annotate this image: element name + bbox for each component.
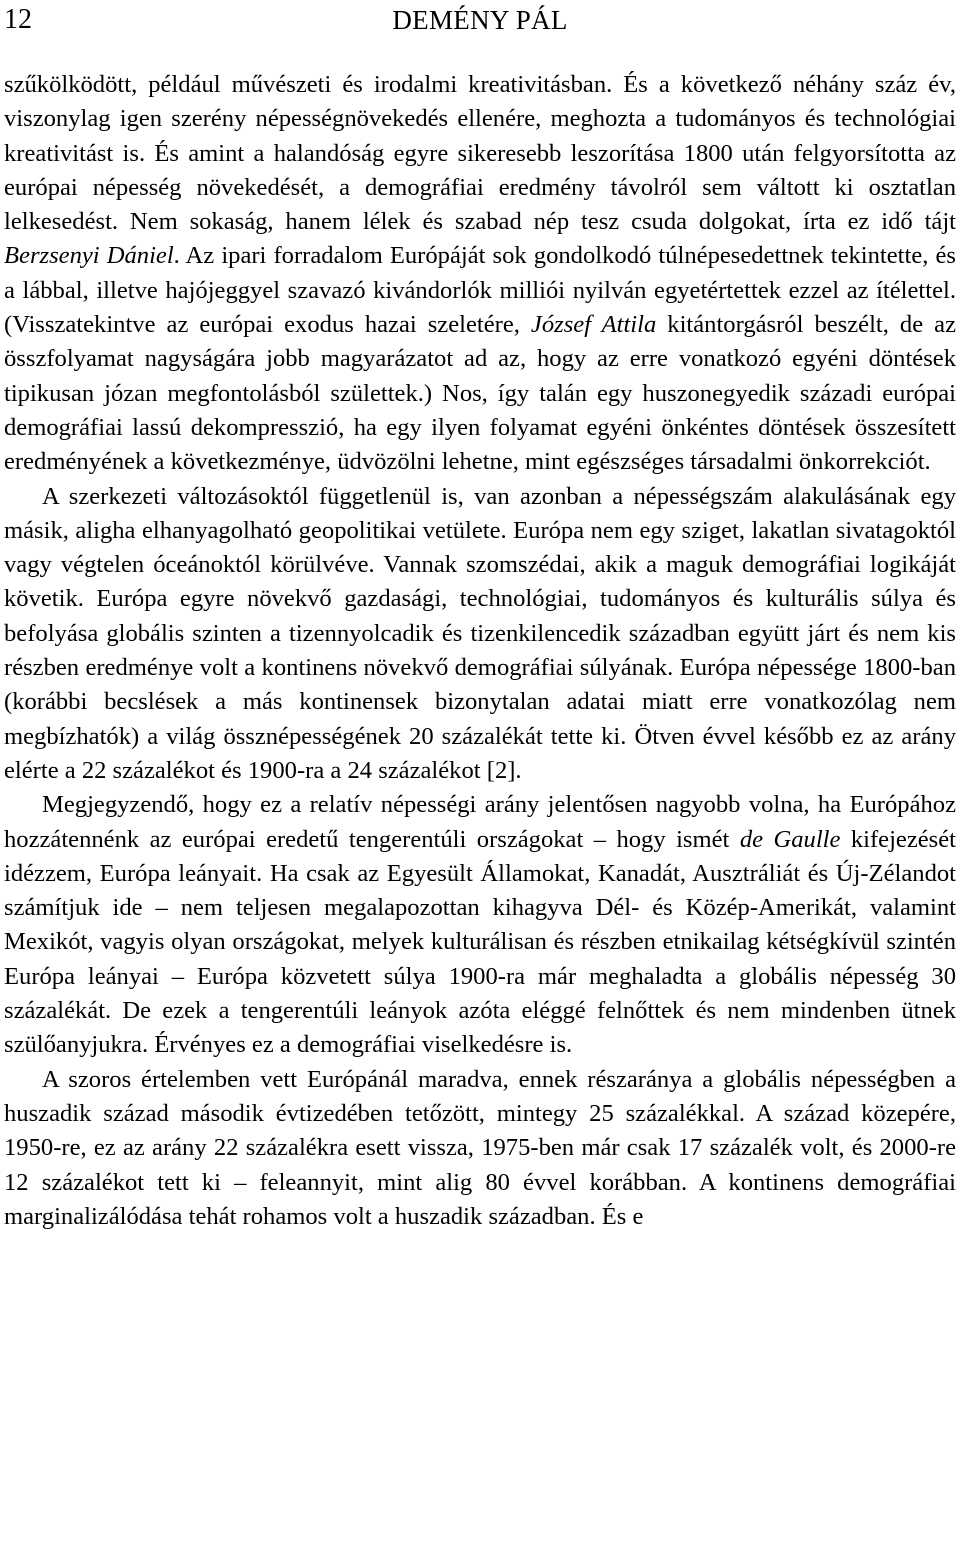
page-header bbox=[0, 0, 960, 44]
paragraph-1-part-c: kitántorgásról beszélt, de az összfolyamat nagyságára jobb magyarázatot ad az, hogy az erre vonatkozó egyéni döntések tipikusan józan megfontolásból születtek.) Nos, így talán egy huszonegyedik századi európai demográfiai lassú dekompresszió, ha egy ilyen folyamat egyéni önkéntes döntések összesített eredményének a következménye, üdvözölni lehetne, mint egészséges társadalmi önkorrekciót. bbox=[4, 311, 956, 476]
person-name-de-gaulle: de Gaulle bbox=[739, 825, 841, 853]
paragraph-2: A szerkezeti változásoktól függetlenül is, van azonban a népességszám alakulásának egy másik, aligha elhanyagolható geopolitikai vetülete. Európa nem egy sziget, lakatlan sivatagoktól vagy végtelen óceánoktól körülvéve. Vannak szomszédai, akik a maguk demográfiai logikáját követik. Európa egyre növekvő gazdasági, technológiai, tudományos és kulturális súlya és befolyása globális szinten a tizennyolcadik és tizenkilencedik században együtt járt és nem kis részben eredménye volt a kontinens növekvő demográfiai súlyának. Európa népessége 1800-ban (korábbi becslések a más kontinensek bizonytalan adatai miatt erre vonatkozólag nem megbízhatók) a világ össznépességének 20 százalékát tette ki. Ötven évvel később ez az arány elérte a 22 százalékot és 1900-ra a 24 százalékot [2]. bbox=[4, 482, 956, 784]
paragraph-3-part-b: kifejezését idézzem, Európa leányait. Ha csak az Egyesült Államokat, Kanadát, Ausztráliát és Új-Zélandot számítjuk ide – nem teljesen megalapozottan kihagyva Dél- és Közép-Amerikát, valamint Mexikót, vagyis olyan országokat, melyek kulturálisan és részben etnikailag kétségkívül szintén Európa leányai – Európa közvetett súlya 1900-ra már meghaladta a globális népesség 30 százalékát. De ezek a tengerentúli leányok azóta eléggé felnőttek és nem mindenben ütnek szülőanyjukra. Érvényes ez a demográfiai viselkedésre is. bbox=[4, 825, 956, 1059]
paragraph-4: A szoros értelemben vett Európánál maradva, ennek részaránya a globális népességben a huszadik század második évtizedében tetőzött, mintegy 25 százalékkal. A század közepére, 1950-re, ez az arány 22 százalékra esett vissza, 1975-ben már csak 17 százalék volt, és 2000-re 12 százalékot tett ki – feleannyit, mint alig 80 évvel korábban. A kontinens demográfiai marginalizálódása tehát rohamos volt a huszadik században. És e bbox=[4, 1065, 956, 1230]
paragraph-1-part-a: szűkölködött, például művészeti és irodalmi kreativitásban. És a következő néhány száz év, viszonylag igen szerény népességnövekedés ellenére, meghozta a tudományos és technológiai kreativitást is. És amint a halandóság egyre sikeresebb leszorítása 1800 után felgyorsította az európai népesség növekedését, a demográfiai eredmény távolról sem váltott ki osztatlan lelkesedést. Nem sokaság, hanem lélek és szabad nép tesz csuda dolgokat, írta ez idő tájt bbox=[4, 71, 956, 236]
body-text bbox=[4, 68, 956, 1234]
paragraph-1 bbox=[4, 68, 956, 480]
author-name-jozsef-attila: József Attila bbox=[530, 311, 657, 339]
running-head: DEMÉNY PÁL bbox=[392, 5, 568, 35]
paragraph-3 bbox=[4, 788, 956, 1062]
paragraph-3-part-a: Megjegyzendő, hogy ez a relatív népességi arány jelentősen nagyobb volna, ha Európához hozzátennénk az európai eredetű tengerentúli országokat – hogy ismét bbox=[4, 791, 956, 853]
author-name-berzsenyi: Berzsenyi Dániel bbox=[4, 242, 174, 270]
paragraph-1-part-b: . Az ipari forradalom Európáját sok gondolkodó túlnépesedettnek tekintette, és a lábbal, illetve hajójeggyel szavazó kivándorlók milliói nyilván egyetértettek ezzel az ítélettel. (Visszatekintve az európai exodus hazai szeletére, bbox=[4, 242, 956, 339]
page-number: 12 bbox=[4, 4, 32, 35]
